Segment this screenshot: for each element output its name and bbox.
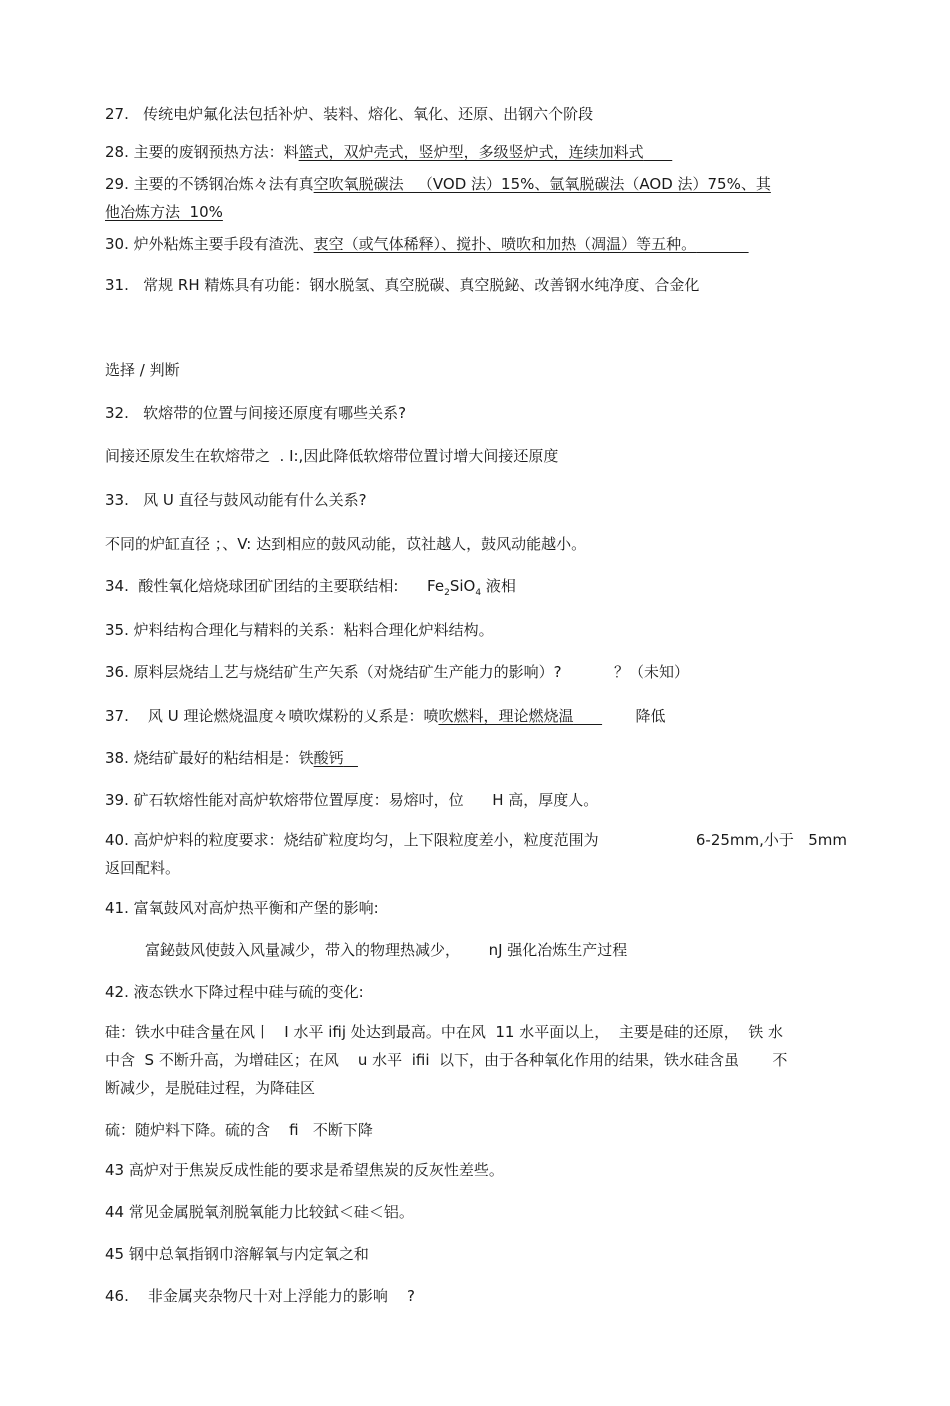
- answer-42-sulfur: 硫：随炉料下降。硫的含 fi 不断下降: [105, 1121, 373, 1139]
- item-46: 46. 非金属夹杂物尺十对上浮能力的影响 ?: [105, 1287, 415, 1305]
- section-heading: 选择 / 判断: [105, 361, 180, 379]
- item-33: 33. 风 U 直径与鼓风动能有什么关系?: [105, 491, 367, 509]
- item-34-subscript-2: 4: [475, 588, 482, 598]
- item-40-line1: [105, 830, 847, 850]
- item-32: 32. 软熔带的位置与间接还原度有哪些关系?: [105, 404, 407, 422]
- item-37-text: 37. 风 U 理论燃烧温度々喷吹煤粉的乂系是：喷: [105, 707, 439, 725]
- item-35: 35. 炉料结构合理化与精料的关系：粘料合理化炉料结构。: [105, 621, 494, 639]
- item-30-underlined: 衷空（或气体稀释）、搅扑、喷吹和加热（凋温）等五种。: [313, 235, 697, 253]
- item-38-underlined: 酸钙: [313, 749, 344, 767]
- item-45: 45 钢中总氧指钢巾溶解氧与内定氧之和: [105, 1245, 369, 1263]
- item-34: [105, 576, 847, 603]
- item-29-underlined: 空吹氧脱碳法 （VOD 法）15%、氩氧脱碳法（AOD 法）75%、其: [313, 175, 771, 193]
- item-43: 43 高炉对于焦炭反成性能的要求是希望焦炭的反灰性差些。: [105, 1161, 504, 1179]
- item-34-text: 34. 酸性氧化焙烧球团矿团结的主要联结相: Fe: [105, 577, 445, 595]
- item-28-underlined: 篮式，双炉壳式，竖炉型，多级竖炉式，连续加料式: [298, 143, 644, 161]
- item-34-phase: 液相: [481, 577, 516, 595]
- answer-42-line3: 断减少，是脱硅过程，为降硅区: [105, 1079, 316, 1097]
- item-29-line2: 他冶炼方法 10%: [105, 203, 223, 221]
- answer-33: 不同的炉缸直径 ；、V: 达到相应的鼓风动能，苡社越人，鼓风动能越小。: [105, 535, 587, 553]
- item-34-subscript-1: 2: [444, 588, 450, 598]
- item-27: 27. 传统电炉氟化法包括补炉、装料、熔化、氧化、还原、出钢六个阶段: [105, 105, 594, 123]
- item-40-line2: 返回配料。: [105, 859, 181, 877]
- answer-42-line1: 硅：铁水中硅含量在风丨 I 水平 ifij 处达到最高。中在风 11 水平面以上， 主要是硅的还原， 铁 水: [105, 1023, 784, 1041]
- item-42: 42. 液态铁水下降过程中硅与硫的变化:: [105, 983, 364, 1001]
- item-29-line1: [105, 174, 847, 194]
- item-39: 39. 矿石软熔性能对高炉软熔带位置厚度：易熔吋，位 H 高，厚度人。: [105, 791, 599, 809]
- item-30-text: 30. 炉外粘炼主要手段有渣洗、: [105, 235, 314, 253]
- item-29-text: 29. 主要的不锈钢冶炼々法有真: [105, 175, 314, 193]
- item-41: 41. 富氧鼓风对高炉热平衡和产堡的影响:: [105, 899, 379, 917]
- answer-32: 间接还原发生在软熔带之 . I:,因此降低软熔带位置讨增大间接还原度: [105, 447, 559, 465]
- item-37: [105, 706, 847, 726]
- item-34-formula: SiO: [449, 577, 476, 595]
- answer-41: 富鉍鼓风使鼓入风量减少，带入的物理热减少， nJ 强化冶炼生产过程: [145, 941, 628, 959]
- item-28-text: 28. 主要的废钢预热方法：料: [105, 143, 299, 161]
- item-40-range: 6-25mm,小于 5mm: [695, 831, 847, 849]
- item-28: [105, 142, 847, 162]
- item-40-text: 40. 高炉炉料的粒度要求：烧结矿粒度均匀，上下限粒度差小，粒度范围为: [105, 831, 599, 849]
- item-44: 44 常见金属脱氧剂脱氧能力比较鉽＜硅＜铝。: [105, 1203, 414, 1221]
- item-37-underlined: 吹燃料，理论燃烧温: [438, 707, 574, 725]
- answer-42-line2: 中含 S 不断升高，为增硅区；在风 u 水平 ifii 以下，由于各种氧化作用的结果，铁水硅含虽 不: [105, 1051, 788, 1069]
- item-38-text: 38. 烧结矿最好的粘结相是：铁: [105, 749, 314, 767]
- item-31: 31. 常规 RH 精炼具有功能：钢水脱氢、真空脱碳、真空脱鉍、改善钢水纯净度、合金化: [105, 276, 700, 294]
- item-37-result: 降低: [602, 707, 666, 725]
- item-38: [105, 748, 847, 768]
- item-36: 36. 原料层烧结丄艺与烧结矿生产矢系（对烧结矿生产能力的影响）? ？（未知）: [105, 663, 690, 681]
- item-30: [105, 234, 847, 254]
